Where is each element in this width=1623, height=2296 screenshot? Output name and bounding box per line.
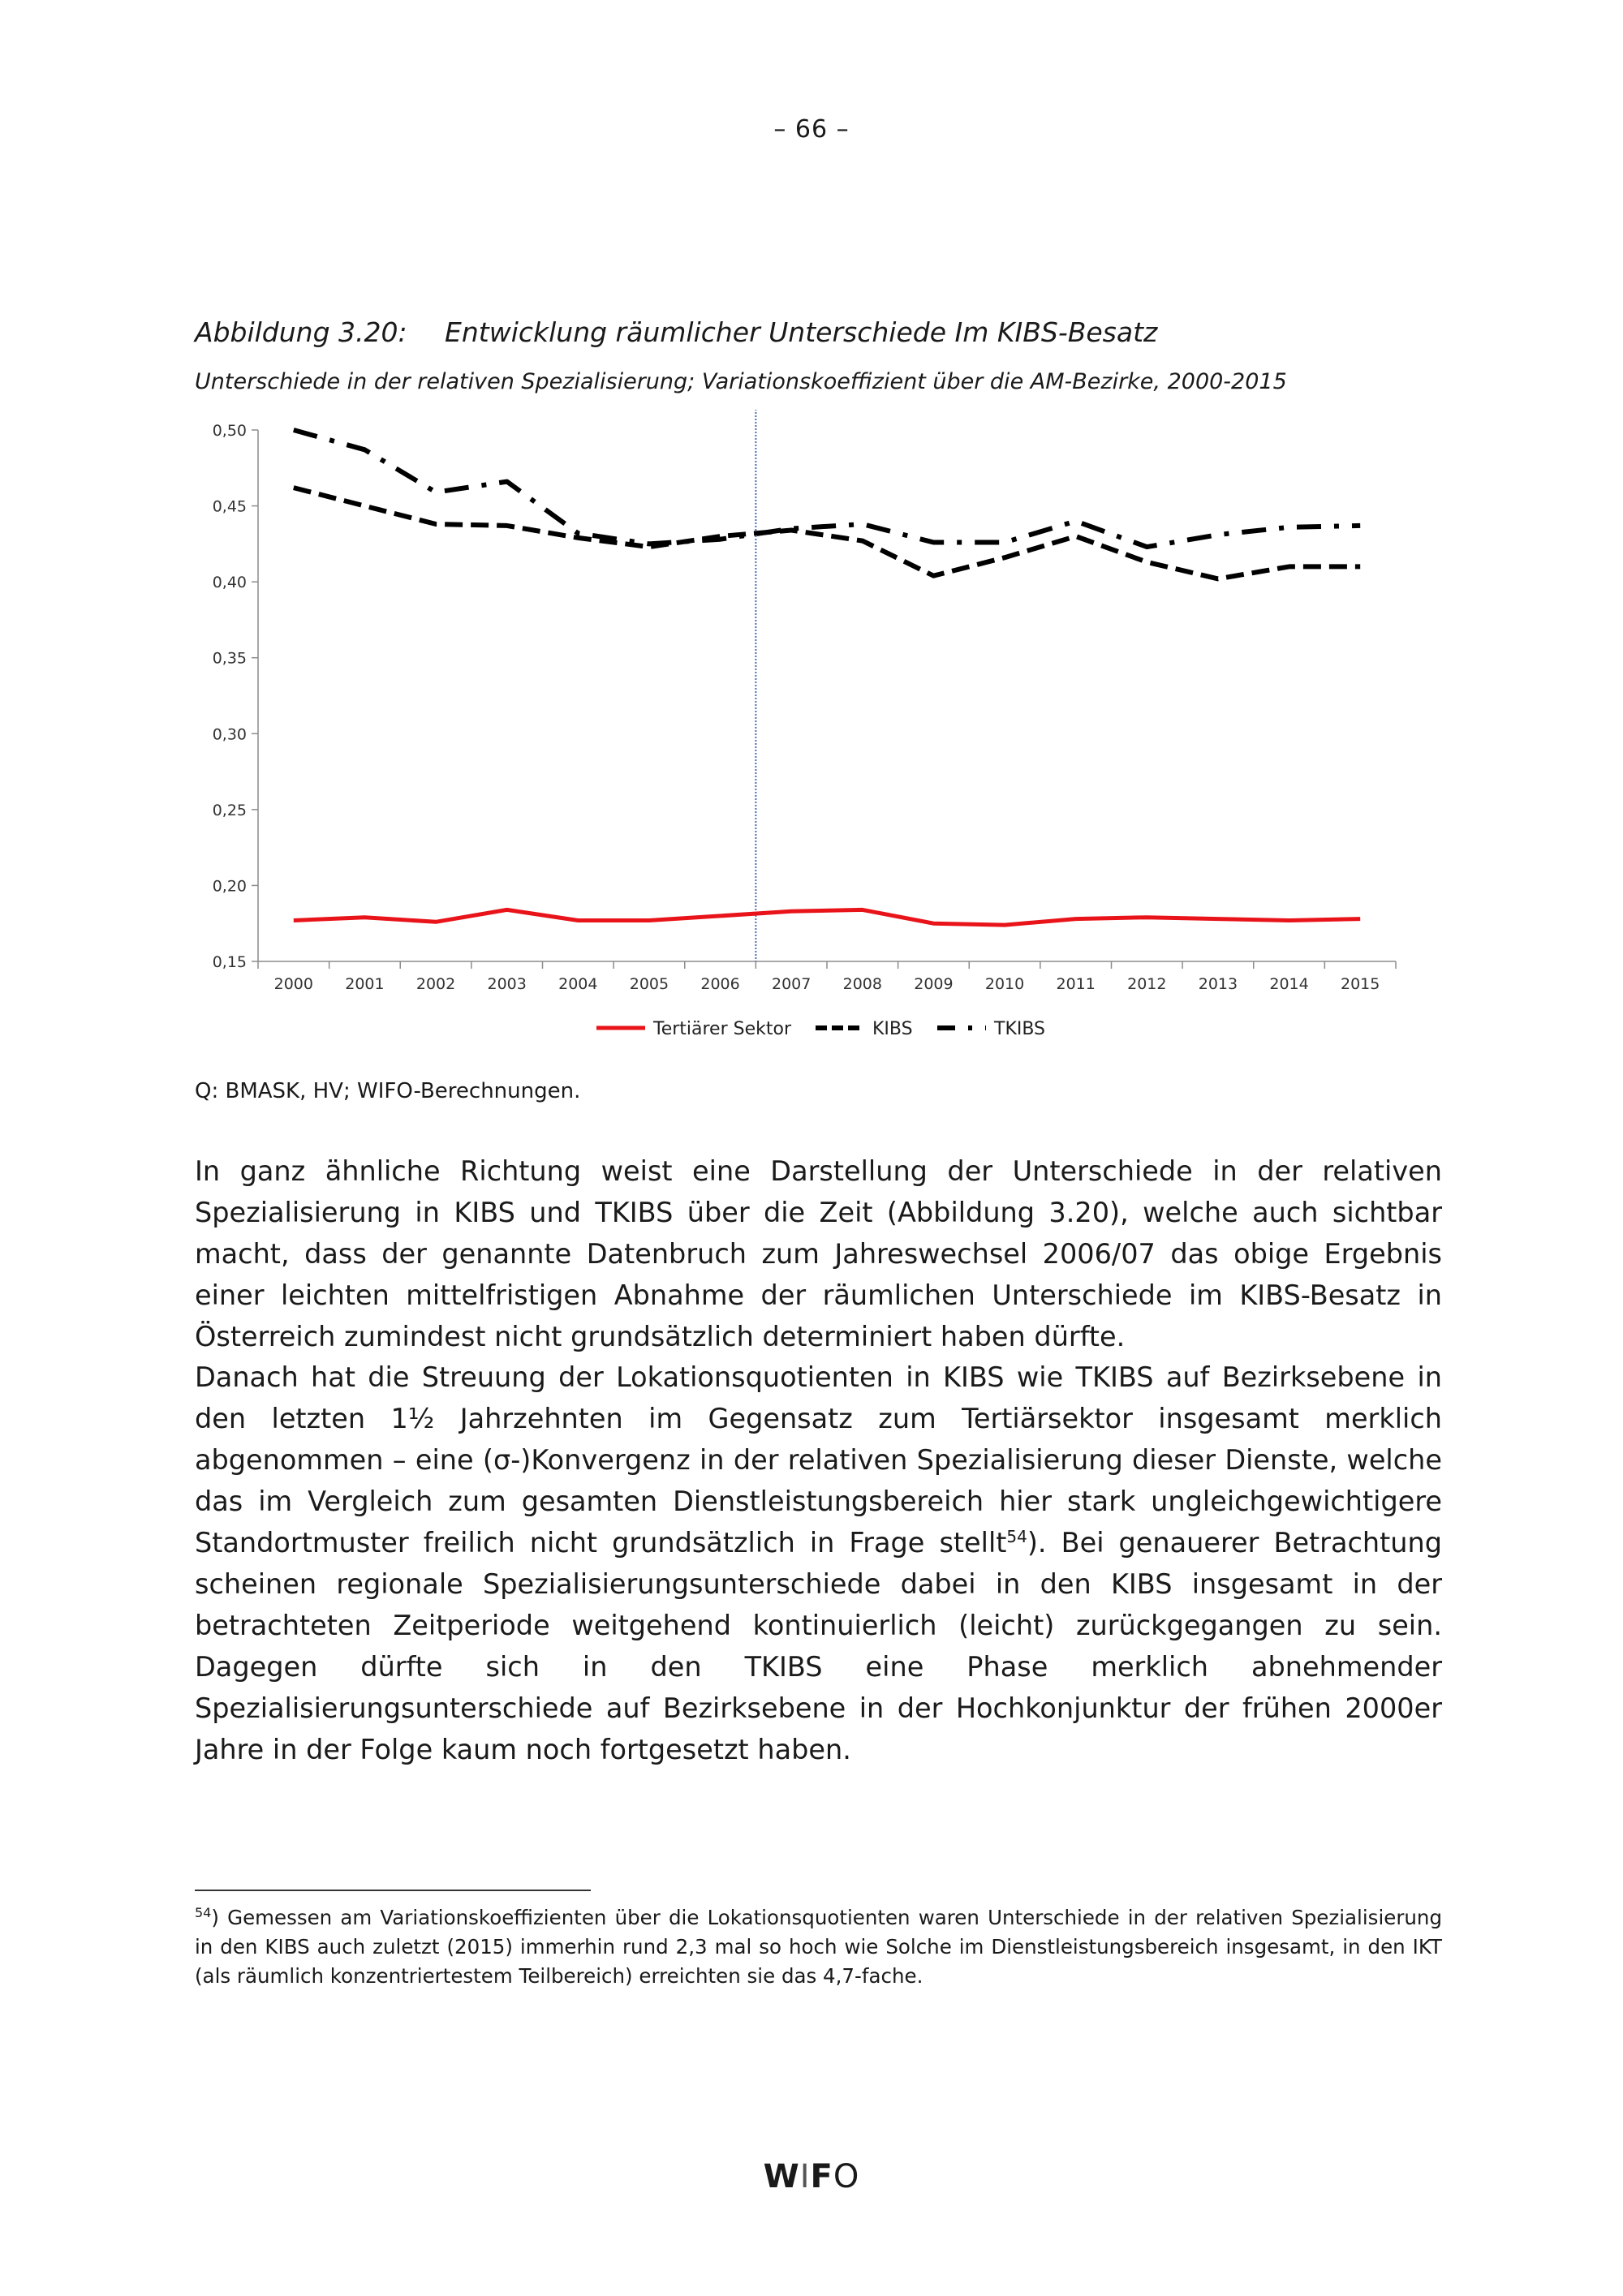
y-tick-label: 0,35 (212, 649, 247, 668)
footnote (195, 1903, 1442, 1991)
legend-label: Tertiärer Sektor (653, 1019, 792, 1039)
y-tick-label: 0,45 (212, 497, 247, 516)
legend-label: KIBS (872, 1019, 913, 1039)
x-tick-label: 2000 (273, 975, 313, 993)
x-tick-label: 2004 (558, 975, 598, 993)
page-number: – 66 – (773, 115, 850, 144)
x-tick-label: 2007 (772, 975, 812, 993)
y-tick-label: 0,50 (212, 422, 247, 440)
series-line-tkibs (294, 430, 1360, 547)
x-tick-label: 2008 (842, 975, 882, 993)
x-tick-label: 2009 (914, 975, 954, 993)
chart-legend (596, 1019, 1045, 1039)
x-axis (258, 961, 1396, 993)
x-tick-label: 2003 (487, 975, 527, 993)
footnote-text: ) Gemessen am Variationskoeffizienten über die Lokationsquotienten waren Unterschiede in der relativen Spezialisierung in den KIBS auch zuletzt (2015) immerhin rund 2,3 mal so hoch wie Solche im Dienstleistungsbereich insgesamt, in den IKT (als räumlich konzentriertestem Teilbereich) erreichten sie das 4,7-fache. (195, 1906, 1442, 1988)
y-tick-label: 0,25 (212, 801, 247, 819)
series-lines (294, 410, 1360, 961)
series-line-kibs (294, 488, 1360, 578)
logo-letter-f: F (810, 2158, 833, 2195)
y-tick-label: 0,15 (212, 953, 247, 971)
y-tick-label: 0,40 (212, 574, 247, 592)
paragraph-2-part-a: Danach hat die Streuung der Lokationsquotienten in KIBS wie TKIBS auf Bezirksebene in den letzten 1½ Jahrzehnten im Gegensatz zum Tertiärsektor insgesamt merklich abgenommen – eine (σ-)Konvergenz in der relativen Spezialisierung dieser Dienste, welche das im Vergleich zum gesamten Dienstleistungsbereich hier stark ungleichgewichtigere Standortmuster freilich nicht grundsätzlich in Frage stellt (195, 1361, 1442, 1559)
line-chart (195, 410, 1428, 1059)
x-tick-label: 2015 (1341, 975, 1380, 993)
x-tick-label: 2013 (1198, 975, 1238, 993)
y-axis (213, 422, 258, 971)
figure-label: Abbildung 3.20: (195, 316, 407, 348)
footnote-divider (195, 1890, 591, 1891)
legend-label: TKIBS (994, 1019, 1046, 1039)
x-tick-label: 2005 (629, 975, 669, 993)
x-tick-label: 2010 (984, 975, 1025, 993)
x-tick-label: 2001 (345, 975, 385, 993)
figure-title: Entwicklung räumlicher Unterschiede Im KIBS-Besatz (445, 316, 1158, 348)
footnote-reference[interactable]: 54 (1006, 1526, 1027, 1546)
x-tick-label: 2002 (415, 975, 456, 993)
figure-source: Q: BMASK, HV; WIFO-Berechnungen. (195, 1079, 581, 1103)
figure-subtitle: Unterschiede in der relativen Spezialisierung; Variationskoeffizient über die AM-Bezirke, 2000-2015 (195, 369, 1287, 394)
series-line-terti-rer-sektor (294, 909, 1360, 925)
body-paragraph-1: In ganz ähnliche Richtung weist eine Darstellung der Unterschiede in der relativen Spezialisierung in KIBS und TKIBS über die Zeit (Abbildung 3.20), welche auch sichtbar macht, dass der genannte Datenbruch zum Jahreswechsel 2006/07 das obige Ergebnis einer leichten mittelfristigen Abnahme der räumlichen Unterschiede im KIBS-Besatz in Österreich zumindest nicht grundsätzlich determiniert haben dürfte. (195, 1155, 1442, 1352)
x-tick-label: 2011 (1056, 975, 1096, 993)
x-tick-label: 2014 (1269, 975, 1309, 993)
x-tick-label: 2006 (700, 975, 740, 993)
logo-letter-o: O (833, 2158, 860, 2195)
wifo-logo (0, 2158, 1623, 2195)
paragraph-2-part-b: ). Bei genauerer Betrachtung scheinen regionale Spezialisierungsunterschiede dabei in den KIBS insgesamt in der betrachteten Zeitperiode weitgehend kontinuierlich (leicht) zurückgegangen zu sein. Dagegen dürfte sich in den TKIBS eine Phase merklich abnehmender Spezialisierungsunterschiede auf Bezirksebene in der Hochkonjunktur der frühen 2000er Jahre in der Folge kaum noch fortgesetzt haben. (195, 1527, 1442, 1765)
y-tick-label: 0,30 (212, 725, 247, 744)
logo-letter-w: W (763, 2158, 800, 2195)
body-paragraph-2 (195, 1357, 1442, 1770)
x-tick-label: 2012 (1127, 975, 1167, 993)
logo-bar: I (799, 2158, 811, 2195)
footnote-number: 54 (195, 1904, 212, 1920)
y-tick-label: 0,20 (212, 877, 247, 896)
